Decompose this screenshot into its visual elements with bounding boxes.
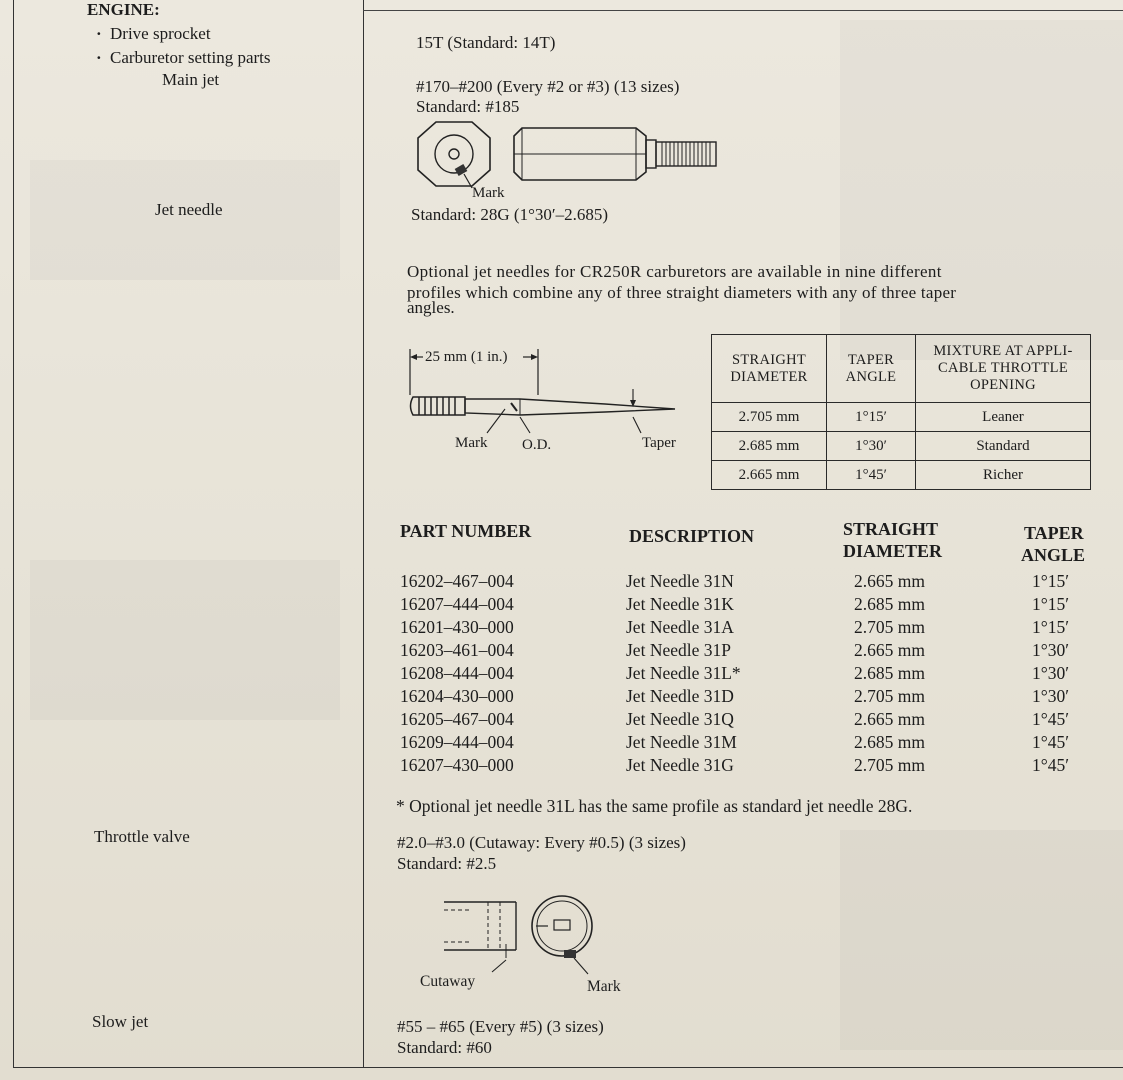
part-number-cell: 16202–467–004 <box>400 571 514 591</box>
description-cell: Jet Needle 31D <box>626 686 734 706</box>
throttle-valve-label: Throttle valve <box>94 827 190 846</box>
profile-cell-mixture: Standard <box>916 432 1091 461</box>
slow-jet-label: Slow jet <box>92 1012 149 1031</box>
parts-header-diameter: DIAMETER <box>843 541 943 561</box>
carburetor-setting-parts-label: · Carburetor setting parts <box>110 48 271 68</box>
jet-needle-taper-label: Taper <box>642 435 676 451</box>
main-jet-mark-label: Mark <box>472 185 505 201</box>
taper-angle-cell: 1°30′ <box>1032 640 1070 660</box>
profile-header-mixture: MIXTURE AT APPLI- CABLE THROTTLE OPENING <box>916 335 1091 403</box>
drive-sprocket-value: 15T (Standard: 14T) <box>416 33 556 52</box>
parts-table-row <box>396 686 1096 709</box>
parts-table-row <box>396 732 1096 755</box>
taper-angle-cell: 1°15′ <box>1032 617 1070 637</box>
profile-cell-diameter: 2.665 mm <box>712 461 827 490</box>
description-cell: Jet Needle 31K <box>626 594 734 614</box>
taper-angle-cell: 1°15′ <box>1032 571 1070 591</box>
part-number-cell: 16208–444–004 <box>400 663 514 683</box>
straight-diameter-cell: 2.685 mm <box>854 732 925 752</box>
jet-needle-profile-table <box>711 334 1091 490</box>
jet-needle-mark-label: Mark <box>455 435 488 451</box>
part-number-cell: 16205–467–004 <box>400 709 514 729</box>
throttle-valve-mark-label: Mark <box>587 978 621 995</box>
parts-header-angle: ANGLE <box>1021 545 1086 565</box>
parts-header-taper: TAPER <box>1024 523 1084 543</box>
jet-needle-footnote: * Optional jet needle 31L has the same profile as standard jet needle 28G. <box>396 796 913 816</box>
throttle-valve-diagram <box>440 888 640 978</box>
parts-table-row <box>396 594 1096 617</box>
engine-heading: ENGINE: <box>87 0 160 19</box>
main-jet-hex-end-view <box>418 122 490 186</box>
jet-needle-note-line-3: angles. <box>407 298 455 317</box>
throttle-valve-mark-stamp <box>564 950 576 958</box>
profile-header-straight-diameter: STRAIGHT DIAMETER <box>712 335 827 403</box>
taper-angle-cell: 1°45′ <box>1032 755 1070 775</box>
part-number-cell: 16201–430–000 <box>400 617 514 637</box>
parts-table-row <box>396 571 1096 594</box>
main-jet-label: Main jet <box>162 70 220 89</box>
description-cell: Jet Needle 31N <box>626 571 734 591</box>
left-border <box>13 0 14 1068</box>
profile-header-taper-angle: TAPER ANGLE <box>827 335 916 403</box>
jet-needle-note-line-2: profiles which combine any of three straight diameters with any of three taper <box>407 283 957 302</box>
description-cell: Jet Needle 31M <box>626 732 737 752</box>
part-number-cell: 16207–430–000 <box>400 755 514 775</box>
profile-cell-mixture: Richer <box>916 461 1091 490</box>
bottom-border <box>13 1067 1123 1068</box>
description-cell: Jet Needle 31A <box>626 617 734 637</box>
main-jet-mark-stamp <box>455 164 468 176</box>
profile-cell-mixture: Leaner <box>916 403 1091 432</box>
straight-diameter-cell: 2.685 mm <box>854 594 925 614</box>
taper-angle-cell: 1°15′ <box>1032 594 1070 614</box>
description-cell: Jet Needle 31G <box>626 755 734 775</box>
taper-angle-cell: 1°30′ <box>1032 663 1070 683</box>
slow-jet-range: #55 – #65 (Every #5) (3 sizes) <box>397 1017 604 1036</box>
part-number-cell: 16204–430–000 <box>400 686 514 706</box>
parts-table-row <box>396 755 1096 778</box>
slow-jet-standard: Standard: #60 <box>397 1038 492 1057</box>
throttle-valve-range: #2.0–#3.0 (Cutaway: Every #0.5) (3 sizes) <box>397 833 686 852</box>
straight-diameter-cell: 2.685 mm <box>854 663 925 683</box>
parts-table-row <box>396 640 1096 663</box>
parts-table-row <box>396 663 1096 686</box>
jet-needle-od-label: O.D. <box>522 437 552 453</box>
jet-needle-standard: Standard: 28G (1°30′–2.685) <box>411 205 609 224</box>
profile-row <box>712 403 1091 432</box>
throttle-valve-cutaway-label: Cutaway <box>420 973 476 990</box>
drive-sprocket-label: · Drive sprocket <box>110 24 211 44</box>
jet-needle-length-label: 25 mm (1 in.) <box>425 349 508 365</box>
main-jet-range: #170–#200 (Every #2 or #3) (13 sizes) <box>416 77 680 96</box>
straight-diameter-cell: 2.665 mm <box>854 571 925 591</box>
column-divider <box>363 0 364 1068</box>
taper-angle-cell: 1°45′ <box>1032 732 1070 752</box>
straight-diameter-cell: 2.705 mm <box>854 755 925 775</box>
top-border <box>363 10 1123 11</box>
profile-cell-taper: 1°30′ <box>827 432 916 461</box>
profile-cell-diameter: 2.685 mm <box>712 432 827 461</box>
straight-diameter-cell: 2.705 mm <box>854 617 925 637</box>
description-cell: Jet Needle 31P <box>626 640 731 660</box>
profile-row <box>712 432 1091 461</box>
jet-needle-note-line-1: Optional jet needles for CR250R carburetors are available in nine different <box>407 262 942 281</box>
parts-header-straight: STRAIGHT <box>843 519 939 539</box>
taper-angle-cell: 1°30′ <box>1032 686 1070 706</box>
parts-table-row <box>396 617 1096 640</box>
part-number-cell: 16209–444–004 <box>400 732 514 752</box>
jet-needle-body <box>465 399 675 415</box>
profile-row <box>712 461 1091 490</box>
part-number-cell: 16207–444–004 <box>400 594 514 614</box>
parts-header-description: DESCRIPTION <box>629 526 755 546</box>
part-number-cell: 16203–461–004 <box>400 640 514 660</box>
profile-cell-taper: 1°45′ <box>827 461 916 490</box>
profile-cell-taper: 1°15′ <box>827 403 916 432</box>
main-jet-diagram <box>410 118 730 208</box>
description-cell: Jet Needle 31Q <box>626 709 734 729</box>
throttle-valve-standard: Standard: #2.5 <box>397 854 497 873</box>
straight-diameter-cell: 2.665 mm <box>854 640 925 660</box>
jet-needle-label: Jet needle <box>155 200 223 219</box>
main-jet-standard: Standard: #185 <box>416 97 520 116</box>
profile-cell-diameter: 2.705 mm <box>712 403 827 432</box>
taper-angle-cell: 1°45′ <box>1032 709 1070 729</box>
straight-diameter-cell: 2.665 mm <box>854 709 925 729</box>
parts-header-part-number: PART NUMBER <box>400 521 532 541</box>
description-cell: Jet Needle 31L* <box>626 663 741 683</box>
parts-table-row <box>396 709 1096 732</box>
straight-diameter-cell: 2.705 mm <box>854 686 925 706</box>
